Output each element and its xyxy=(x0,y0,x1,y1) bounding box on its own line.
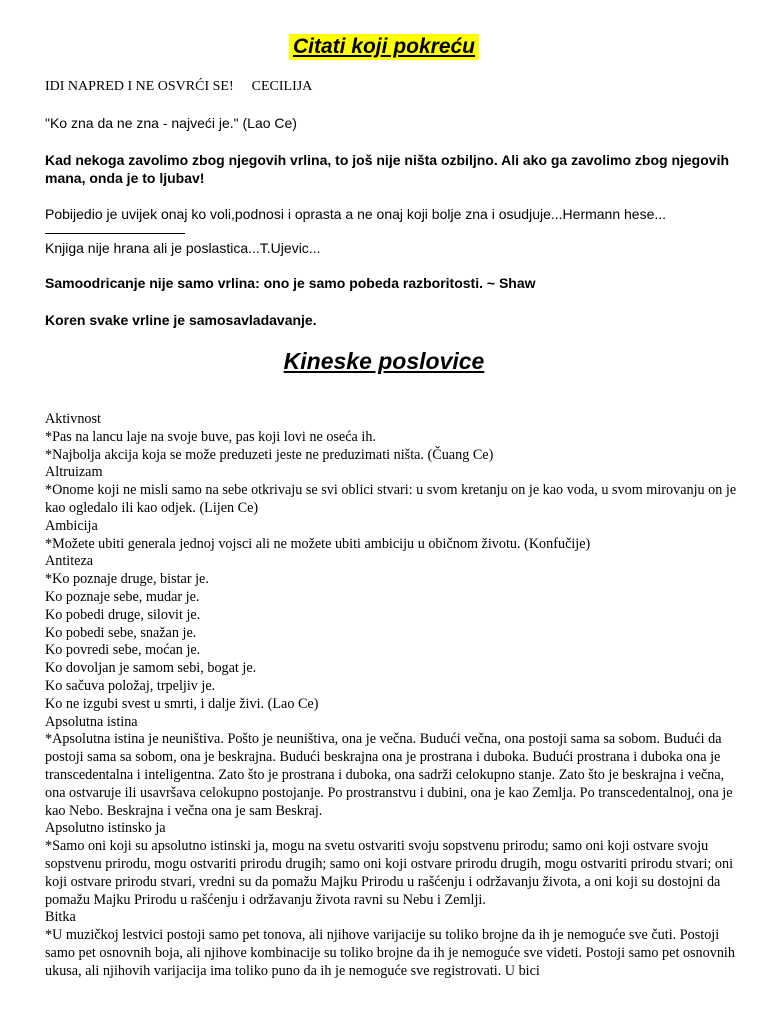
proverb-line: Ko povredi sebe, moćan je. xyxy=(45,642,201,659)
proverb-line: *Apsolutna istina je neuništiva. Pošto je neuništiva, ona je večna. Budući večna, ona postoji sama sa sobom. Budući da postoji sama sa sobom, ona je beskrajna. Budući beskrajna ona je prostrana i duboka. Budući prostrana i duboka ona je transcedentalna i inteligentna. Zato što je prostrana i duboka, ona sadrži celokupno stanje. Zato što je beskrajna i večna, ona ostvaruje ili usavršava celokupno postojanje. Po prostranstvu i dubini, ona je kao Zemlja. Po transcedentalnoj, ona je kao Nebo. Beskrajna i večna ona je sam Beskraj. xyxy=(45,731,733,819)
proverb-line: *U muzičkoj lestvici postoji samo pet tonova, ali njihove varijacije su toliko brojne da ih je nemoguće sve čuti. Postoji samo pet osnovnih boja, ali njihove kombinacije su toliko brojne da ih je nemoguće sve videti. Postoji samo pet osnovnih ukusa, ali njihovih varijacija ima toliko puno da ih je nemoguće sve registrovati. U bici xyxy=(45,927,735,979)
underline-divider xyxy=(45,223,185,234)
quote-hesse-text: Pobijedio je uvijek onaj ko voli,podnosi i oprasta a ne onaj koji bolje zna i osudjuje...Hermann hese... xyxy=(45,206,667,222)
header-line-right: CECILIJA xyxy=(251,79,313,94)
proverb-line: Antiteza xyxy=(45,553,94,570)
header-line-left: IDI NAPRED I NE OSVRĆI SE! xyxy=(45,79,234,94)
proverb-line: *Možete ubiti generala jednoj vojsci ali ne možete ubiti ambiciju u običnom životu. (Konfučije) xyxy=(45,535,591,552)
proverb-line: *Ko poznaje druge, bistar je. xyxy=(45,571,209,588)
proverb-line: Bitka xyxy=(45,909,76,926)
quote-love: Kad nekoga zavolimo zbog njegovih vrlina, to još nije ništa ozbiljno. Ali ako ga zavolimo zbog njegovih mana, onda je to ljubav! xyxy=(45,152,730,186)
header-line xyxy=(45,79,312,95)
proverb-line: Altruizam xyxy=(45,464,103,481)
proverb-line: Ambicija xyxy=(45,517,98,534)
section-title-wrapper xyxy=(0,346,768,376)
section-title: Kineske poslovice xyxy=(283,348,485,374)
title-wrapper xyxy=(0,34,768,60)
proverb-line: *Pas na lancu laje na svoje buve, pas koji lovi ne oseća ih. xyxy=(45,428,376,445)
proverb-line: *Onome koji ne misli samo na sebe otkrivaju se svi oblici stvari: u svom kretanju on je kao voda, u svom mirovanju on je kao ogledalo ili kao odjek. (Lijen Ce) xyxy=(45,482,737,516)
proverb-line: Apsolutno istinsko ja xyxy=(45,820,166,837)
proverb-line: *Najbolja akcija koja se može preduzeti jeste ne preduzimati ništa. (Čuang Ce) xyxy=(45,446,494,463)
quote-virtue: Koren svake vrline je samosavladavanje. xyxy=(45,312,317,328)
proverb-line: Ko poznaje sebe, mudar je. xyxy=(45,588,200,605)
quote-lao-ce: "Ko zna da ne zna - najveći je." (Lao Ce) xyxy=(45,115,297,131)
proverb-line: Ko sačuva položaj, trpeljiv je. xyxy=(45,677,216,694)
page-title: Citati koji pokreću xyxy=(289,34,479,60)
proverb-line: Aktivnost xyxy=(45,411,101,427)
quote-shaw: Samoodricanje nije samo vrlina: ono je samo pobeda razboritosti. ~ Shaw xyxy=(45,275,536,291)
proverb-line: Ko ne izgubi svest u smrti, i dalje živi. (Lao Ce) xyxy=(45,695,319,712)
quote-ujevic: Knjiga nije hrana ali je poslastica...T.Ujevic... xyxy=(45,240,321,256)
proverb-line: Ko dovoljan je samom sebi, bogat je. xyxy=(45,660,257,677)
proverb-line: Ko pobedi druge, silovit je. xyxy=(45,606,201,623)
quote-hesse xyxy=(45,205,745,234)
proverbs-list xyxy=(45,411,745,981)
proverb-line: Ko pobedi sebe, snažan je. xyxy=(45,624,197,641)
proverb-line: Apsolutna istina xyxy=(45,713,138,730)
proverb-line: *Samo oni koji su apsolutno istinski ja, mogu na svetu ostvariti svoju sopstvenu prirodu; samo oni koji ostvare svoju sopstvenu prirodu, mogu ostvariti prirodu drugih; samo oni koji ostvare prirodu drugih, mogu ostvariti prirodu stvari; oni koji ostvare prirodu stvari, vredni su da pomažu Majku Prirodu u rašćenju i održavanju života, a oni koji su dostojni da pomažu Majku Prirodu u rašćenju i održavanju života ravni su Nebu i Zemlji. xyxy=(45,838,734,908)
